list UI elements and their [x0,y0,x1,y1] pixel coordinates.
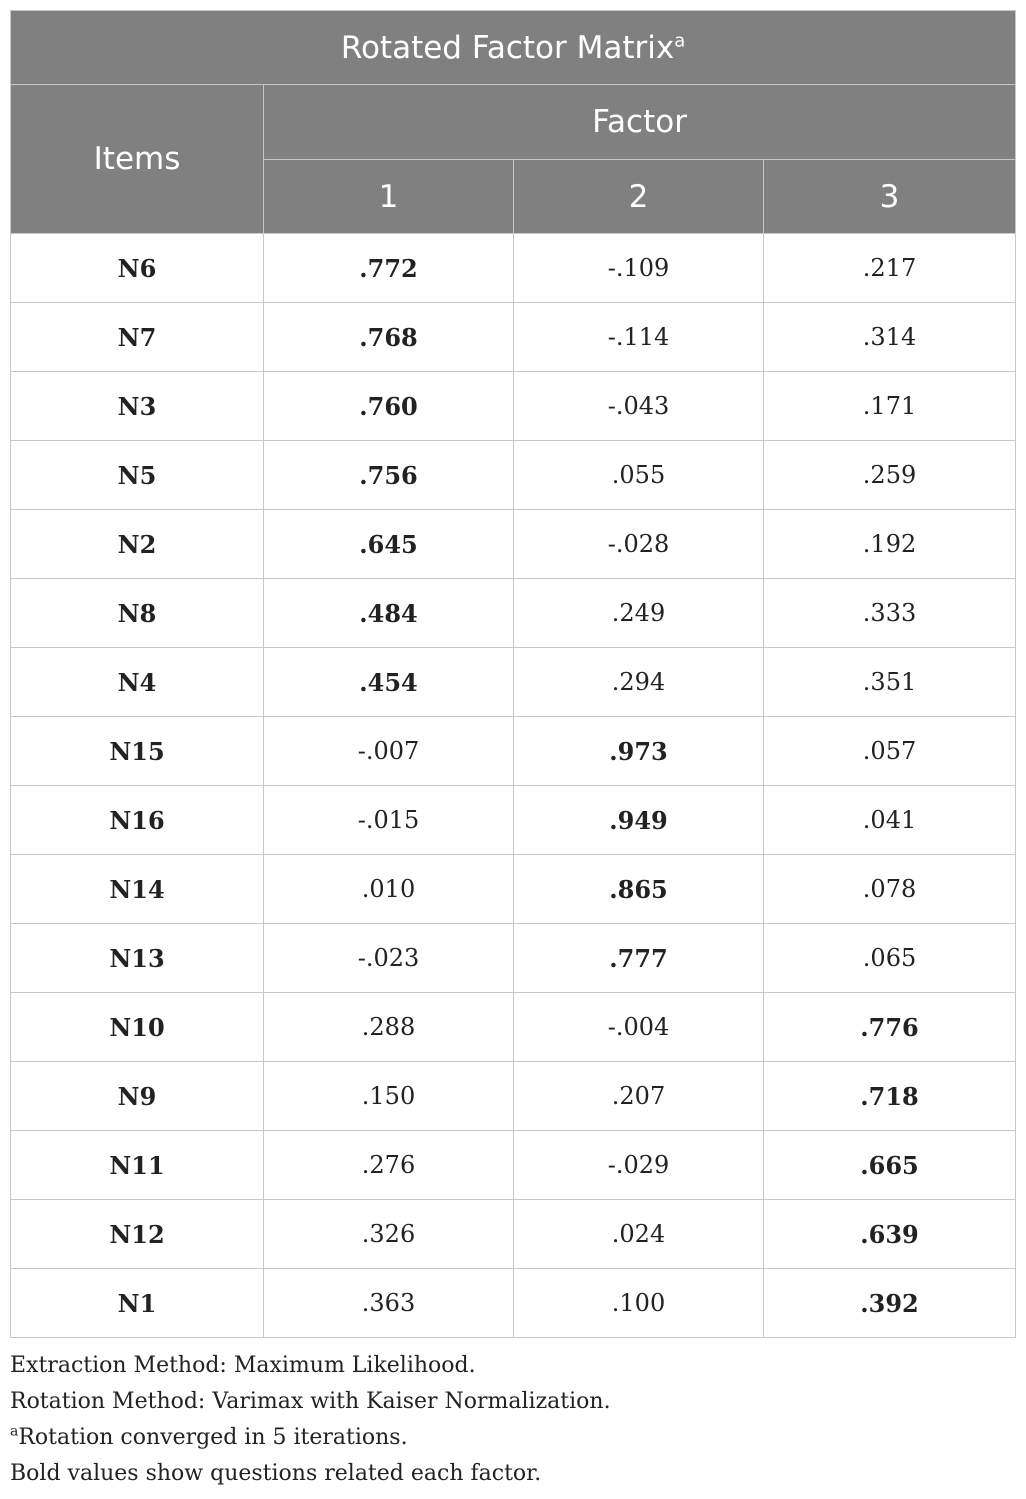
factor-2-loading: -.114 [514,303,764,372]
factor-1-loading: .326 [264,1200,514,1269]
factor-2-loading: .865 [514,855,764,924]
item-label: N4 [11,648,264,717]
item-label: N10 [11,993,264,1062]
factor-3-loading: .776 [764,993,1016,1062]
factor-1-loading: .760 [264,372,514,441]
factor-3-loading: .078 [764,855,1016,924]
factor-2-loading: -.004 [514,993,764,1062]
factor-number-3: 3 [764,160,1016,234]
factor-2-loading: .949 [514,786,764,855]
title-footnote-marker: a [674,30,686,52]
table-row [11,786,1016,855]
factor-1-loading: .150 [264,1062,514,1131]
factor-header: Factor [264,85,1016,160]
factor-number-2: 2 [514,160,764,234]
factor-2-loading: .294 [514,648,764,717]
factor-1-loading: .276 [264,1131,514,1200]
table-row [11,372,1016,441]
factor-3-loading: .065 [764,924,1016,993]
factor-3-loading: .171 [764,372,1016,441]
factor-2-loading: .777 [514,924,764,993]
factor-2-loading: .249 [514,579,764,648]
table-notes [10,1348,1015,1492]
table-row [11,993,1016,1062]
table-row [11,1131,1016,1200]
factor-1-loading: .772 [264,234,514,303]
item-label: N12 [11,1200,264,1269]
table-row [11,924,1016,993]
factor-3-loading: .718 [764,1062,1016,1131]
factor-header-row [11,85,1016,160]
factor-2-loading: .055 [514,441,764,510]
footnote-marker: a [10,1423,19,1440]
factor-1-loading: .756 [264,441,514,510]
item-label: N1 [11,1269,264,1338]
item-label: N14 [11,855,264,924]
item-label: N15 [11,717,264,786]
item-label: N6 [11,234,264,303]
items-header: Items [11,85,264,234]
factor-2-loading: .973 [514,717,764,786]
factor-3-loading: .259 [764,441,1016,510]
factor-2-loading: -.028 [514,510,764,579]
rotation-note: Rotation Method: Varimax with Kaiser Normalization. [10,1389,611,1414]
factor-1-loading: .454 [264,648,514,717]
item-label: N2 [11,510,264,579]
item-label: N7 [11,303,264,372]
item-label: N16 [11,786,264,855]
table-row [11,441,1016,510]
bold-values-note: Bold values show questions related each factor. [10,1461,542,1486]
convergence-note: $^a$Rotation converged in 5 iterations. [10,1423,408,1450]
factor-2-loading: .024 [514,1200,764,1269]
factor-1-loading: .288 [264,993,514,1062]
factor-number-1: 1 [264,160,514,234]
factor-2-loading: .207 [514,1062,764,1131]
table-row [11,303,1016,372]
table-row [11,717,1016,786]
item-label: N8 [11,579,264,648]
matrix-body [11,234,1016,1338]
factor-1-loading: -.007 [264,717,514,786]
factor-3-loading: .392 [764,1269,1016,1338]
factor-3-loading: .041 [764,786,1016,855]
factor-3-loading: .351 [764,648,1016,717]
factor-matrix-container [10,10,1015,1492]
factor-3-loading: .217 [764,234,1016,303]
table-row [11,1200,1016,1269]
table-row [11,579,1016,648]
rotated-factor-matrix-table [10,10,1016,1338]
factor-3-loading: .665 [764,1131,1016,1200]
table-row [11,1062,1016,1131]
factor-3-loading: .057 [764,717,1016,786]
table-row [11,1269,1016,1338]
factor-1-loading: .484 [264,579,514,648]
factor-1-loading: .363 [264,1269,514,1338]
factor-3-loading: .639 [764,1200,1016,1269]
factor-3-loading: .314 [764,303,1016,372]
table-row [11,648,1016,717]
factor-2-loading: -.029 [514,1131,764,1200]
title-row [11,11,1016,85]
item-label: N9 [11,1062,264,1131]
factor-1-loading: -.023 [264,924,514,993]
item-label: N13 [11,924,264,993]
table-row [11,234,1016,303]
factor-1-loading: .645 [264,510,514,579]
factor-3-loading: .333 [764,579,1016,648]
table-row [11,855,1016,924]
item-label: N3 [11,372,264,441]
factor-1-loading: .010 [264,855,514,924]
factor-2-loading: -.109 [514,234,764,303]
factor-1-loading: -.015 [264,786,514,855]
factor-3-loading: .192 [764,510,1016,579]
table-row [11,510,1016,579]
extraction-note: Extraction Method: Maximum Likelihood. [10,1353,476,1378]
table-title: Rotated Factor Matrix$^a$ [11,11,1016,85]
item-label: N11 [11,1131,264,1200]
factor-2-loading: .100 [514,1269,764,1338]
factor-1-loading: .768 [264,303,514,372]
factor-2-loading: -.043 [514,372,764,441]
item-label: N5 [11,441,264,510]
